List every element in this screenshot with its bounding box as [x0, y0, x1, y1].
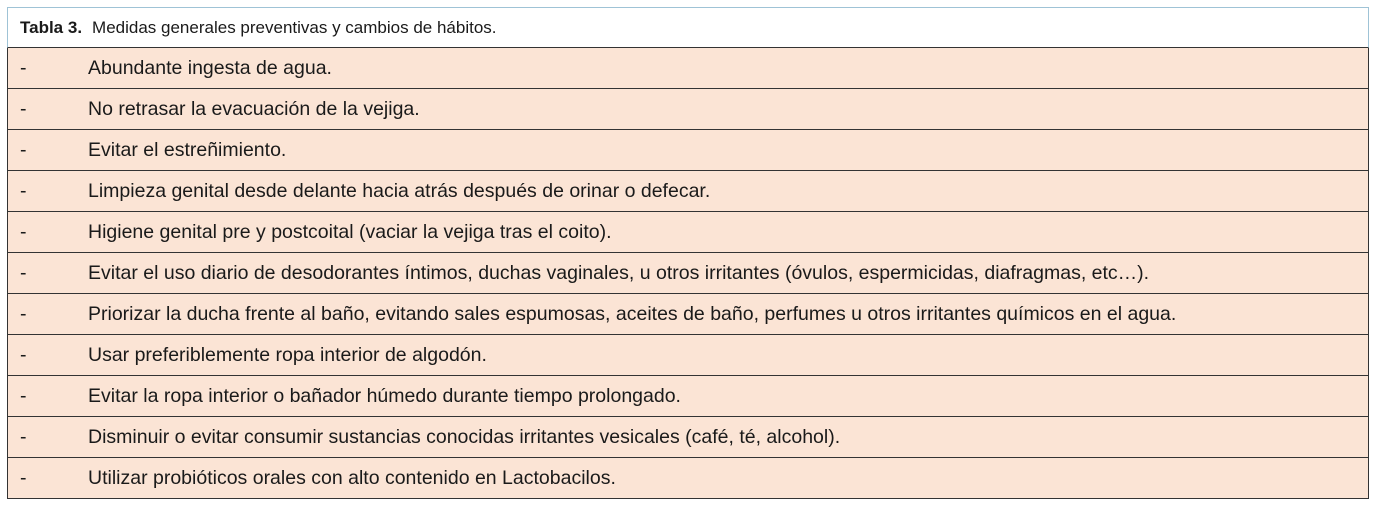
row-bullet: -	[20, 220, 27, 243]
row-text: Limpieza genital desde delante hacia atrás después de orinar o defecar.	[88, 179, 711, 202]
table-row	[8, 417, 1368, 458]
table-caption-label: Tabla 3.	[20, 17, 83, 37]
table-row	[8, 89, 1368, 130]
table-row	[8, 294, 1368, 335]
table-row	[8, 130, 1368, 171]
table-row	[8, 335, 1368, 376]
measures-table	[7, 7, 1369, 499]
row-bullet: -	[20, 56, 27, 79]
row-text: Usar preferiblemente ropa interior de algodón.	[88, 343, 487, 366]
row-bullet: -	[20, 97, 27, 120]
row-bullet: -	[20, 425, 27, 448]
table-row	[8, 253, 1368, 294]
row-text: Disminuir o evitar consumir sustancias conocidas irritantes vesicales (café, té, alcohol).	[88, 425, 841, 448]
row-bullet: -	[20, 343, 27, 366]
row-bullet: -	[20, 179, 27, 202]
row-text: Higiene genital pre y postcoital (vaciar la vejiga tras el coito).	[88, 220, 612, 243]
row-text: Evitar el uso diario de desodorantes íntimos, duchas vaginales, u otros irritantes (óvulos, espermicidas, diafragmas, etc…).	[88, 261, 1150, 284]
row-text: Evitar la ropa interior o bañador húmedo durante tiempo prolongado.	[88, 384, 681, 407]
table-row	[8, 212, 1368, 253]
row-text: No retrasar la evacuación de la vejiga.	[88, 97, 420, 120]
row-bullet: -	[20, 138, 27, 161]
row-text: Priorizar la ducha frente al baño, evitando sales espumosas, aceites de baño, perfumes u otros irritantes químicos en el agua.	[88, 302, 1177, 325]
row-text: Evitar el estreñimiento.	[88, 138, 287, 161]
row-bullet: -	[20, 384, 27, 407]
row-bullet: -	[20, 466, 27, 489]
row-text: Utilizar probióticos orales con alto contenido en Lactobacilos.	[88, 466, 616, 489]
row-bullet: -	[20, 302, 27, 325]
table-caption	[7, 7, 1369, 48]
table-caption-text: Medidas generales preventivas y cambios de hábitos.	[92, 17, 497, 37]
table-row	[8, 458, 1368, 499]
table-body	[7, 48, 1369, 499]
row-text: Abundante ingesta de agua.	[88, 56, 332, 79]
table-row	[8, 171, 1368, 212]
table-row	[8, 48, 1368, 89]
row-bullet: -	[20, 261, 27, 284]
table-row	[8, 376, 1368, 417]
